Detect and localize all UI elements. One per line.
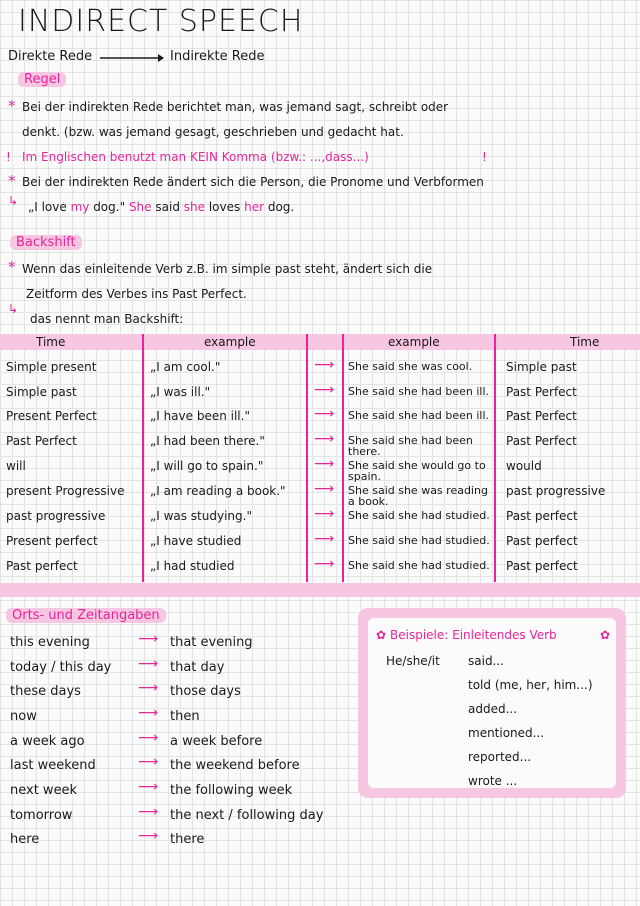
- right-arrow-icon: ⟶: [138, 754, 159, 770]
- table-header-time: Time: [36, 335, 66, 349]
- regel-line-3: Im Englischen benutzt man KEIN Komma (bzw.: ...,dass...): [22, 150, 369, 164]
- table-header-time-2: Time: [570, 335, 600, 349]
- right-arrow-icon: ⟶: [138, 779, 159, 795]
- table-row-time: Simple past: [6, 385, 77, 399]
- backshift-heading: Backshift: [10, 235, 82, 250]
- flower-icon: ✿: [600, 628, 611, 642]
- turn-arrow-icon: ↳: [8, 194, 19, 208]
- table-row-example: „I am cool.": [150, 360, 221, 374]
- subtitle-left: Direkte Rede: [8, 49, 93, 64]
- table-divider: [494, 334, 496, 582]
- right-arrow-icon: ⟶: [314, 382, 335, 398]
- warning-icon: !: [482, 150, 487, 164]
- table-row-time: past progressive: [6, 509, 106, 523]
- page-title: INDIRECT SPEECH: [18, 4, 304, 39]
- right-arrow-icon: ⟶: [138, 730, 159, 746]
- table-row-new-time: Past Perfect: [506, 409, 577, 423]
- turn-arrow-icon: ↳: [8, 302, 19, 316]
- table-row-time: Past perfect: [6, 559, 78, 573]
- table-row-example: „I was studying.": [150, 509, 252, 523]
- table-row-result: She said she had been ill.: [348, 409, 490, 422]
- right-arrow-icon: ⟶: [138, 631, 159, 647]
- table-footer-bar: [0, 583, 640, 597]
- regel-heading: Regel: [18, 72, 66, 87]
- right-arrow-icon: ⟶: [138, 656, 159, 672]
- orts-to: that evening: [170, 635, 253, 650]
- table-row-example: „I will go to spain.": [150, 459, 264, 473]
- table-row-time: Present Perfect: [6, 409, 97, 423]
- right-arrow-icon: ⟶: [138, 828, 159, 844]
- orts-from: these days: [10, 684, 81, 699]
- right-arrow-icon: ⟶: [314, 556, 335, 572]
- right-arrow-icon: [100, 52, 164, 64]
- beispiele-box: [358, 608, 626, 798]
- orts-heading: Orts- und Zeitangaben: [6, 608, 166, 623]
- beispiele-verb: wrote ...: [468, 774, 518, 788]
- beispiele-verb: reported...: [468, 750, 532, 764]
- orts-to: then: [170, 709, 200, 724]
- right-arrow-icon: ⟶: [314, 456, 335, 472]
- table-row-new-time: past progressive: [506, 484, 606, 498]
- table-row-time: Past Perfect: [6, 434, 77, 448]
- orts-to: a week before: [170, 734, 263, 749]
- table-header-example: example: [204, 335, 256, 349]
- table-row-result: She said she had been ill.: [348, 385, 490, 398]
- beispiele-heading: Beispiele: Einleitendes Verb: [390, 628, 557, 642]
- table-row-result: She said she had studied.: [348, 559, 490, 572]
- table-divider: [142, 334, 144, 582]
- right-arrow-icon: ⟶: [314, 431, 335, 447]
- table-row-result: She said she had studied.: [348, 534, 490, 547]
- right-arrow-icon: ⟶: [138, 680, 159, 696]
- orts-from: today / this day: [10, 660, 112, 675]
- table-row-example: „I was ill.": [150, 385, 211, 399]
- asterisk-icon: *: [8, 172, 16, 190]
- regel-line-1: Bei der indirekten Rede berichtet man, was jemand sagt, schreibt oder: [22, 100, 449, 114]
- table-row-result: She said she had been there.: [348, 434, 473, 458]
- table-row-new-time: Past Perfect: [506, 385, 577, 399]
- orts-to: the following week: [170, 783, 293, 798]
- beispiele-verb: added...: [468, 702, 518, 716]
- table-row-example: „I have been ill.": [150, 409, 250, 423]
- table-row-example: „I have studied: [150, 534, 242, 548]
- beispiele-verb: mentioned...: [468, 726, 545, 740]
- table-row-result: She said she was reading a book.: [348, 484, 488, 508]
- beispiele-verb: told (me, her, him...): [468, 678, 593, 692]
- right-arrow-icon: ⟶: [314, 506, 335, 522]
- orts-from: now: [10, 709, 37, 724]
- table-row-time: Present perfect: [6, 534, 98, 548]
- beispiele-subject: He/she/it: [386, 654, 440, 668]
- regel-line-4: Bei der indirekten Rede ändert sich die Person, die Pronome und Verbformen: [22, 175, 484, 189]
- right-arrow-icon: ⟶: [314, 531, 335, 547]
- right-arrow-icon: ⟶: [314, 357, 335, 373]
- orts-to: the next / following day: [170, 808, 324, 823]
- backshift-line-3: das nennt man Backshift:: [30, 312, 184, 326]
- asterisk-icon: *: [8, 97, 16, 115]
- orts-from: tomorrow: [10, 808, 73, 823]
- subtitle-right: Indirekte Rede: [170, 49, 265, 64]
- table-row-new-time: Past Perfect: [506, 434, 577, 448]
- table-row-time: present Progressive: [6, 484, 125, 498]
- right-arrow-icon: ⟶: [314, 481, 335, 497]
- orts-to: those days: [170, 684, 241, 699]
- backshift-line-1: Wenn das einleitende Verb z.B. im simple past steht, ändert sich die: [22, 262, 433, 276]
- table-row-time: will: [6, 459, 26, 473]
- flower-icon: ✿: [376, 628, 387, 642]
- table-row-new-time: would: [506, 459, 542, 473]
- right-arrow-icon: ⟶: [138, 804, 159, 820]
- table-header-bar: [0, 334, 640, 350]
- table-divider: [306, 334, 308, 582]
- table-row-result: She said she had studied.: [348, 509, 490, 522]
- backshift-line-2: Zeitform des Verbes ins Past Perfect.: [26, 287, 247, 301]
- table-header-example-2: example: [388, 335, 440, 349]
- table-row-time: Simple present: [6, 360, 97, 374]
- orts-from: next week: [10, 783, 78, 798]
- right-arrow-icon: ⟶: [314, 406, 335, 422]
- table-row-new-time: Simple past: [506, 360, 577, 374]
- beispiele-verb: said...: [468, 654, 504, 668]
- orts-to: the weekend before: [170, 758, 300, 773]
- orts-from: here: [10, 832, 40, 847]
- warning-icon: !: [6, 150, 11, 164]
- table-row-example: „I am reading a book.": [150, 484, 286, 498]
- orts-to: that day: [170, 660, 225, 675]
- beispiele-box-inner: [368, 618, 616, 788]
- table-row-new-time: Past perfect: [506, 509, 578, 523]
- orts-from: last weekend: [10, 758, 96, 773]
- regel-line-2: denkt. (bzw. was jemand gesagt, geschrieben und gedacht hat.: [22, 125, 404, 139]
- right-arrow-icon: ⟶: [138, 705, 159, 721]
- regel-example: „I love my dog." She said she loves her dog.: [28, 200, 295, 214]
- orts-from: this evening: [10, 635, 90, 650]
- table-row-example: „I had been there.": [150, 434, 265, 448]
- orts-from: a week ago: [10, 734, 85, 749]
- table-row-result: She said she was cool.: [348, 360, 473, 373]
- table-row-result: She said she would go to spain.: [348, 459, 486, 483]
- asterisk-icon: *: [8, 258, 16, 276]
- table-row-example: „I had studied: [150, 559, 235, 573]
- orts-to: there: [170, 832, 205, 847]
- table-divider: [342, 334, 344, 582]
- table-row-new-time: Past perfect: [506, 559, 578, 573]
- table-row-new-time: Past perfect: [506, 534, 578, 548]
